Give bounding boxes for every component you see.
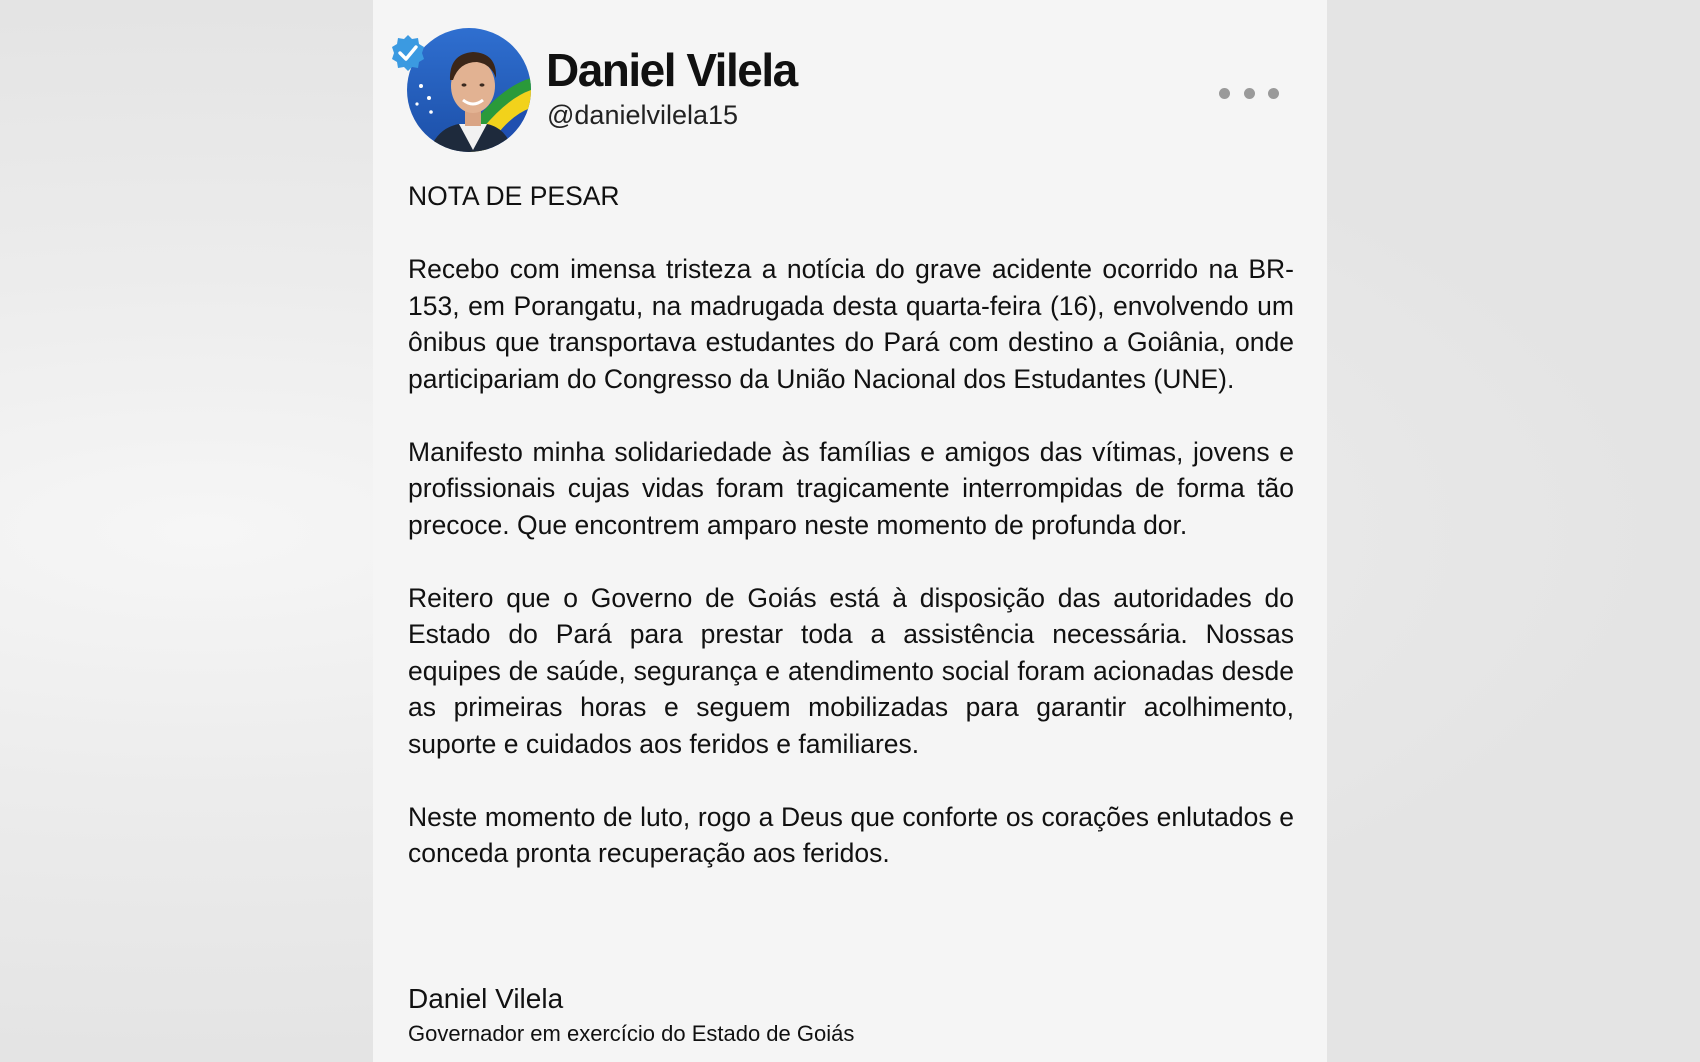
more-options-button[interactable] — [1219, 80, 1279, 106]
post-card — [373, 0, 1327, 1062]
post-paragraph: Reitero que o Governo de Goiás está à disposição das autoridades do Estado do Pará para prestar toda a assistência necessária. Nossas equipes de saúde, segurança e atendimento social foram acionadas desde as primeiras horas e seguem mobilizadas para garantir acolhimento, suporte e cuidados aos feridos e familiares. — [408, 582, 1294, 759]
more-horizontal-icon — [1268, 88, 1279, 99]
author-avatar-group[interactable] — [407, 28, 531, 152]
more-horizontal-icon — [1219, 88, 1230, 99]
post-title: NOTA DE PESAR — [408, 181, 620, 211]
verified-badge-icon — [389, 34, 427, 72]
signature-role: Governador em exercício do Estado de Goiás — [408, 1021, 855, 1046]
signature-name: Daniel Vilela — [408, 983, 564, 1014]
post-paragraph: Neste momento de luto, rogo a Deus que conforte os corações enlutados e conceda pronta recuperação aos feridos. — [408, 801, 1294, 868]
post-paragraph: Recebo com imensa tristeza a notícia do grave acidente ocorrido na BR-153, em Porangatu, na madrugada desta quarta-feira (16), envolvendo um ônibus que transportava estudantes do Pará com destino a Goiânia, onde participariam do Congresso da União Nacional dos Estudantes (UNE). — [408, 254, 1294, 394]
post-paragraph: Manifesto minha solidariedade às famílias e amigos das vítimas, jovens e profissionais cujas vidas foram tragicamente interrompidas de forma tão precoce. Que encontrem amparo neste momento de profunda dor. — [408, 436, 1294, 540]
post-body — [408, 178, 1294, 908]
author-handle[interactable]: @danielvilela15 — [547, 100, 739, 130]
author-name[interactable]: Daniel Vilela — [546, 44, 797, 96]
more-horizontal-icon — [1244, 88, 1255, 99]
